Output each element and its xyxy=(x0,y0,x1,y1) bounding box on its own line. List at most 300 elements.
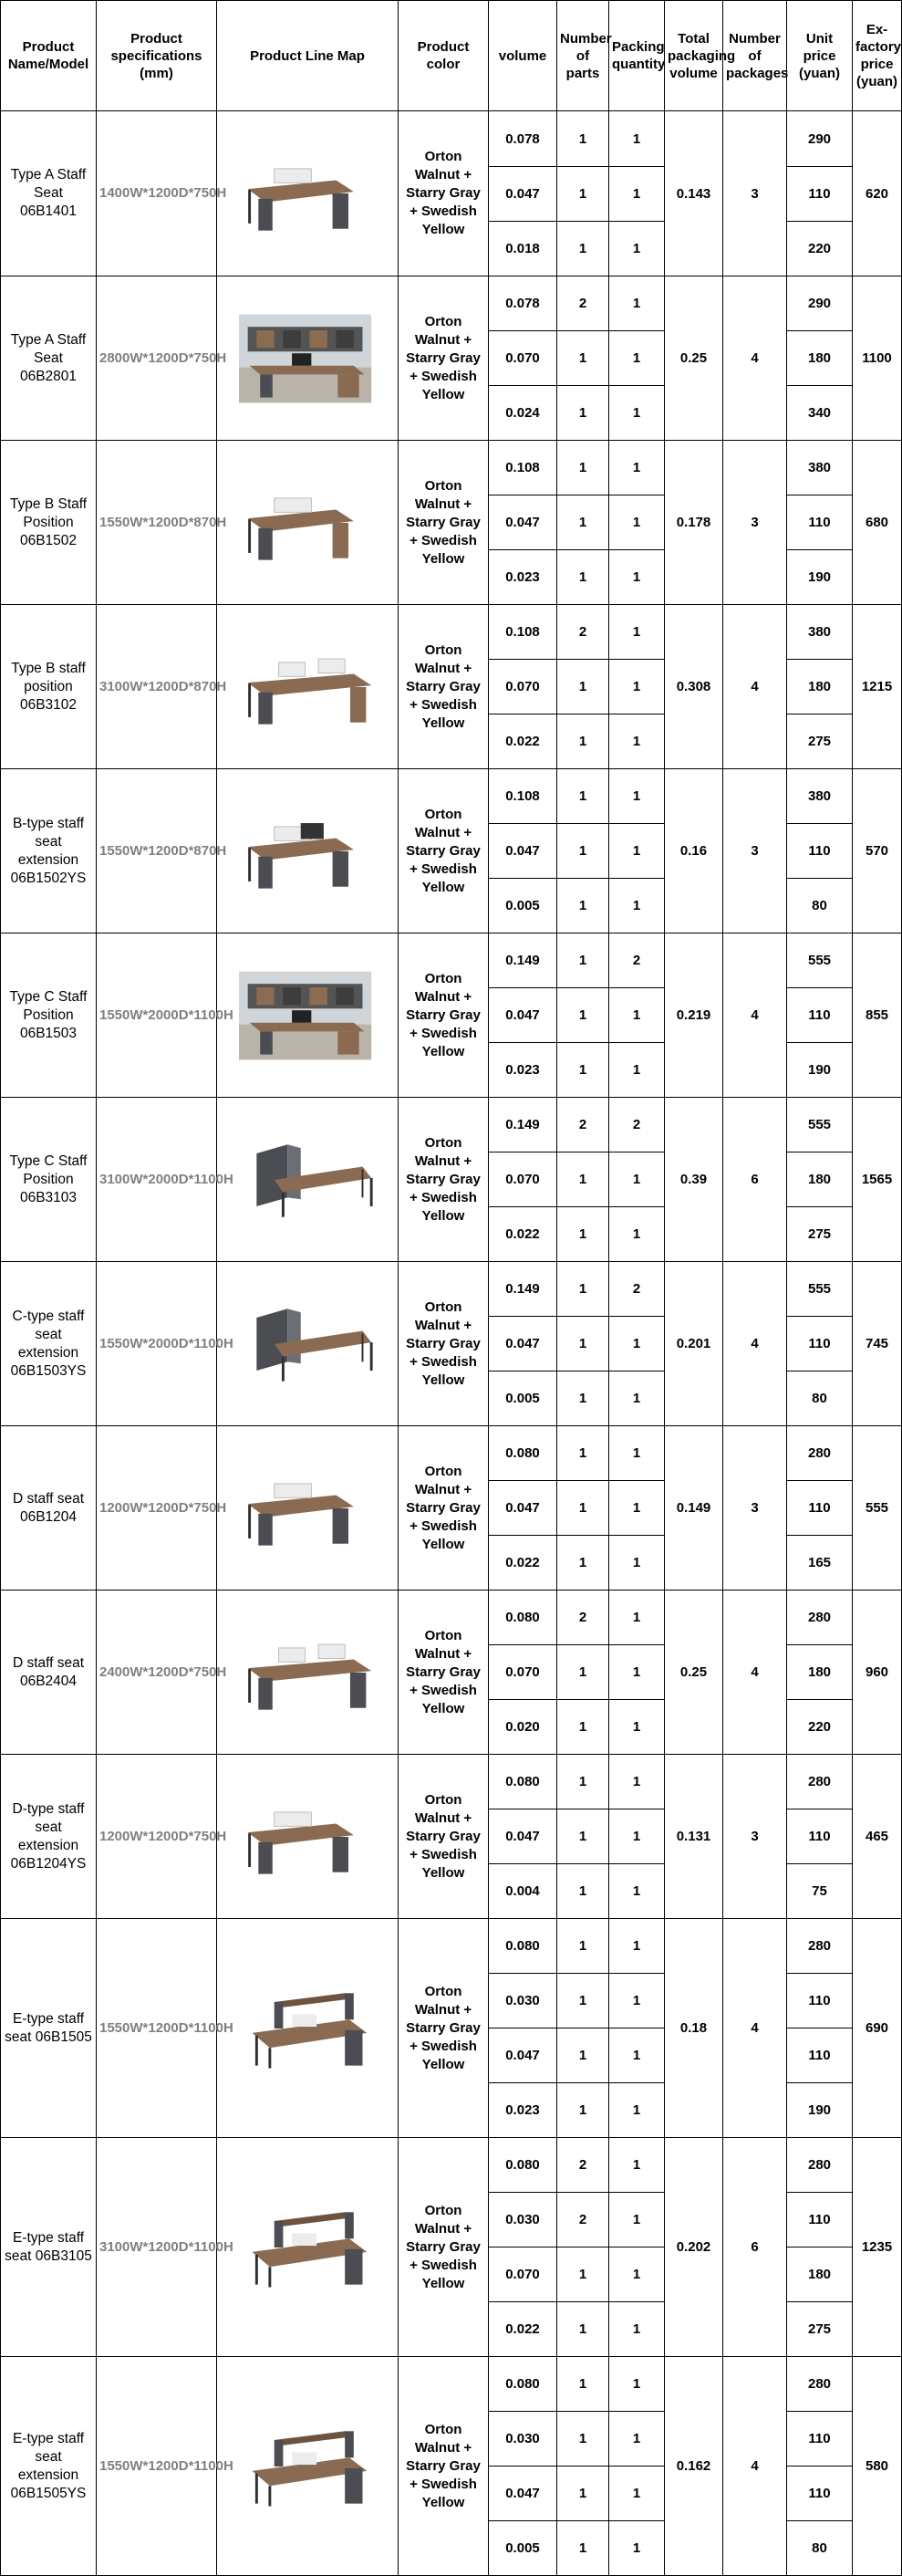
volume-cell: 0.047 xyxy=(489,824,557,879)
packing-cell: 1 xyxy=(609,2138,665,2193)
table-row xyxy=(1,1426,902,1481)
total-volume-cell: 0.131 xyxy=(665,1755,723,1919)
ex-factory-price-cell: 690 xyxy=(853,1919,902,2138)
unit-price-cell: 280 xyxy=(787,1426,853,1481)
parts-cell: 1 xyxy=(557,1317,609,1371)
product-image-cell xyxy=(217,933,399,1098)
packages-cell: 4 xyxy=(723,2357,787,2576)
packing-cell: 1 xyxy=(609,2028,665,2083)
single-desk-cabinet-icon xyxy=(221,477,394,568)
total-volume-cell: 0.25 xyxy=(665,276,723,441)
volume-cell: 0.047 xyxy=(489,2028,557,2083)
table-row xyxy=(1,769,902,824)
hutch-desk-icon xyxy=(221,1983,394,2074)
parts-cell: 1 xyxy=(557,2083,609,2138)
parts-cell: 1 xyxy=(557,2466,609,2521)
volume-cell: 0.024 xyxy=(489,386,557,441)
volume-cell: 0.080 xyxy=(489,2138,557,2193)
ex-factory-price-cell: 680 xyxy=(853,441,902,605)
product-spec: 2800W*1200D*750H xyxy=(97,276,217,441)
product-spec: 1200W*1200D*750H xyxy=(97,1755,217,1919)
unit-price-cell: 75 xyxy=(787,1864,853,1919)
product-spec: 3100W*2000D*1100H xyxy=(97,1098,217,1262)
product-image-cell xyxy=(217,1262,399,1426)
extension-desk-screen-icon xyxy=(221,1791,394,1882)
parts-cell: 1 xyxy=(557,769,609,824)
volume-cell: 0.070 xyxy=(489,331,557,386)
tall-cabinet-extension-icon xyxy=(221,1298,394,1390)
product-name: D staff seat 06B2404 xyxy=(1,1590,97,1755)
parts-cell: 1 xyxy=(557,2247,609,2302)
header-parts: Number of parts xyxy=(557,1,609,111)
volume-cell: 0.022 xyxy=(489,714,557,769)
product-color: Orton Walnut + Starry Gray + Swedish Yellow xyxy=(399,933,489,1098)
packages-cell: 6 xyxy=(723,2138,787,2357)
unit-price-cell: 110 xyxy=(787,1809,853,1864)
volume-cell: 0.108 xyxy=(489,605,557,660)
parts-cell: 1 xyxy=(557,1536,609,1590)
total-volume-cell: 0.25 xyxy=(665,1590,723,1755)
volume-cell: 0.030 xyxy=(489,1974,557,2028)
unit-price-cell: 555 xyxy=(787,1098,853,1152)
unit-price-cell: 110 xyxy=(787,1481,853,1536)
product-name: Type B Staff Position 06B1502 xyxy=(1,441,97,605)
packing-cell: 1 xyxy=(609,1864,665,1919)
unit-price-cell: 165 xyxy=(787,1536,853,1590)
product-color: Orton Walnut + Starry Gray + Swedish Yellow xyxy=(399,769,489,933)
volume-cell: 0.080 xyxy=(489,1919,557,1974)
unit-price-cell: 190 xyxy=(787,550,853,605)
parts-cell: 1 xyxy=(557,1043,609,1098)
packing-cell: 1 xyxy=(609,769,665,824)
total-volume-cell: 0.16 xyxy=(665,769,723,933)
volume-cell: 0.047 xyxy=(489,2466,557,2521)
unit-price-cell: 290 xyxy=(787,276,853,331)
table-row xyxy=(1,605,902,660)
product-image-cell xyxy=(217,1590,399,1755)
volume-cell: 0.080 xyxy=(489,2357,557,2412)
unit-price-cell: 80 xyxy=(787,1371,853,1426)
unit-price-cell: 110 xyxy=(787,2466,853,2521)
packing-cell: 1 xyxy=(609,1809,665,1864)
single-desk-screen-icon xyxy=(221,148,394,239)
packing-cell: 1 xyxy=(609,2193,665,2247)
packing-cell: 1 xyxy=(609,2357,665,2412)
product-color: Orton Walnut + Starry Gray + Swedish Yellow xyxy=(399,2138,489,2357)
hutch-extension-icon xyxy=(221,2421,394,2512)
packing-cell: 2 xyxy=(609,933,665,988)
parts-cell: 1 xyxy=(557,495,609,550)
volume-cell: 0.047 xyxy=(489,988,557,1043)
total-volume-cell: 0.178 xyxy=(665,441,723,605)
packages-cell: 3 xyxy=(723,111,787,276)
unit-price-cell: 190 xyxy=(787,2083,853,2138)
parts-cell: 1 xyxy=(557,167,609,222)
product-name: E-type staff seat 06B1505 xyxy=(1,1919,97,2138)
table-row xyxy=(1,276,902,331)
product-spec: 3100W*1200D*870H xyxy=(97,605,217,769)
packing-cell: 1 xyxy=(609,879,665,933)
unit-price-cell: 220 xyxy=(787,1700,853,1755)
packing-cell: 1 xyxy=(609,386,665,441)
product-name: Type C Staff Position 06B1503 xyxy=(1,933,97,1098)
table-row xyxy=(1,933,902,988)
volume-cell: 0.047 xyxy=(489,167,557,222)
unit-price-cell: 180 xyxy=(787,1152,853,1207)
product-spec: 1550W*1200D*1100H xyxy=(97,1919,217,2138)
parts-cell: 1 xyxy=(557,1809,609,1864)
packing-cell: 1 xyxy=(609,1152,665,1207)
packing-cell: 1 xyxy=(609,111,665,167)
parts-cell: 1 xyxy=(557,824,609,879)
volume-cell: 0.004 xyxy=(489,1864,557,1919)
office-photo-icon xyxy=(221,970,394,1061)
double-desk-cabinet-icon xyxy=(221,641,394,733)
packing-cell: 1 xyxy=(609,1536,665,1590)
unit-price-cell: 280 xyxy=(787,1755,853,1809)
table-row xyxy=(1,1262,902,1317)
unit-price-cell: 275 xyxy=(787,2302,853,2357)
packing-cell: 1 xyxy=(609,2247,665,2302)
total-volume-cell: 0.143 xyxy=(665,111,723,276)
header-unit: Unit price (yuan) xyxy=(787,1,853,111)
header-spec: Product specifications (mm) xyxy=(97,1,217,111)
unit-price-cell: 110 xyxy=(787,2412,853,2466)
packing-cell: 1 xyxy=(609,222,665,276)
packing-cell: 2 xyxy=(609,1262,665,1317)
unit-price-cell: 280 xyxy=(787,2138,853,2193)
volume-cell: 0.018 xyxy=(489,222,557,276)
packing-cell: 1 xyxy=(609,660,665,714)
packages-cell: 4 xyxy=(723,1262,787,1426)
product-image-cell xyxy=(217,1098,399,1262)
total-volume-cell: 0.308 xyxy=(665,605,723,769)
parts-cell: 1 xyxy=(557,441,609,495)
packages-cell: 6 xyxy=(723,1098,787,1262)
unit-price-cell: 190 xyxy=(787,1043,853,1098)
packing-cell: 1 xyxy=(609,167,665,222)
header-name: Product Name/Model xyxy=(1,1,97,111)
packing-cell: 1 xyxy=(609,1700,665,1755)
parts-cell: 1 xyxy=(557,2302,609,2357)
product-image-cell xyxy=(217,1919,399,2138)
parts-cell: 2 xyxy=(557,1590,609,1645)
ex-factory-price-cell: 555 xyxy=(853,1426,902,1590)
volume-cell: 0.080 xyxy=(489,1755,557,1809)
parts-cell: 1 xyxy=(557,879,609,933)
header-packing: Packing quantity xyxy=(609,1,665,111)
parts-cell: 1 xyxy=(557,1426,609,1481)
unit-price-cell: 110 xyxy=(787,824,853,879)
product-name: D-type staff seat extension 06B1204YS xyxy=(1,1755,97,1919)
unit-price-cell: 340 xyxy=(787,386,853,441)
packages-cell: 3 xyxy=(723,441,787,605)
table-row xyxy=(1,441,902,495)
parts-cell: 1 xyxy=(557,1262,609,1317)
parts-cell: 1 xyxy=(557,2521,609,2576)
total-volume-cell: 0.162 xyxy=(665,2357,723,2576)
header-row xyxy=(1,1,902,111)
ex-factory-price-cell: 960 xyxy=(853,1590,902,1755)
office-photo-icon xyxy=(221,313,394,404)
ex-factory-price-cell: 1100 xyxy=(853,276,902,441)
packing-cell: 1 xyxy=(609,1755,665,1809)
total-volume-cell: 0.18 xyxy=(665,1919,723,2138)
unit-price-cell: 80 xyxy=(787,2521,853,2576)
packages-cell: 4 xyxy=(723,1919,787,2138)
product-image-cell xyxy=(217,1755,399,1919)
unit-price-cell: 110 xyxy=(787,167,853,222)
packing-cell: 1 xyxy=(609,1481,665,1536)
volume-cell: 0.023 xyxy=(489,550,557,605)
parts-cell: 1 xyxy=(557,2357,609,2412)
total-volume-cell: 0.149 xyxy=(665,1426,723,1590)
total-volume-cell: 0.219 xyxy=(665,933,723,1098)
extension-desk-monitor-icon xyxy=(221,806,394,897)
ex-factory-price-cell: 620 xyxy=(853,111,902,276)
parts-cell: 1 xyxy=(557,660,609,714)
parts-cell: 1 xyxy=(557,331,609,386)
product-color: Orton Walnut + Starry Gray + Swedish Yellow xyxy=(399,441,489,605)
parts-cell: 2 xyxy=(557,1098,609,1152)
volume-cell: 0.108 xyxy=(489,441,557,495)
product-spec: 1550W*1200D*870H xyxy=(97,441,217,605)
product-spec: 1550W*1200D*1100H xyxy=(97,2357,217,2576)
packing-cell: 1 xyxy=(609,441,665,495)
packages-cell: 3 xyxy=(723,1426,787,1590)
product-color: Orton Walnut + Starry Gray + Swedish Yellow xyxy=(399,1755,489,1919)
product-image-cell xyxy=(217,2138,399,2357)
unit-price-cell: 110 xyxy=(787,2028,853,2083)
volume-cell: 0.023 xyxy=(489,2083,557,2138)
parts-cell: 1 xyxy=(557,111,609,167)
parts-cell: 1 xyxy=(557,1207,609,1262)
packing-cell: 1 xyxy=(609,1043,665,1098)
volume-cell: 0.030 xyxy=(489,2412,557,2466)
product-spec: 1550W*2000D*1100H xyxy=(97,1262,217,1426)
parts-cell: 2 xyxy=(557,2138,609,2193)
packing-cell: 1 xyxy=(609,1317,665,1371)
product-color: Orton Walnut + Starry Gray + Swedish Yellow xyxy=(399,1919,489,2138)
volume-cell: 0.149 xyxy=(489,933,557,988)
table-row xyxy=(1,1755,902,1809)
parts-cell: 1 xyxy=(557,1152,609,1207)
product-color: Orton Walnut + Starry Gray + Swedish Yellow xyxy=(399,276,489,441)
total-volume-cell: 0.202 xyxy=(665,2138,723,2357)
volume-cell: 0.047 xyxy=(489,1317,557,1371)
unit-price-cell: 80 xyxy=(787,879,853,933)
packing-cell: 1 xyxy=(609,1207,665,1262)
parts-cell: 1 xyxy=(557,1919,609,1974)
parts-cell: 1 xyxy=(557,1371,609,1426)
product-name: E-type staff seat extension 06B1505YS xyxy=(1,2357,97,2576)
unit-price-cell: 275 xyxy=(787,1207,853,1262)
unit-price-cell: 180 xyxy=(787,331,853,386)
packing-cell: 1 xyxy=(609,1974,665,2028)
product-name: E-type staff seat 06B3105 xyxy=(1,2138,97,2357)
table-row xyxy=(1,2357,902,2412)
product-spec: 2400W*1200D*750H xyxy=(97,1590,217,1755)
packages-cell: 3 xyxy=(723,1755,787,1919)
product-name: B-type staff seat extension 06B1502YS xyxy=(1,769,97,933)
volume-cell: 0.005 xyxy=(489,2521,557,2576)
volume-cell: 0.078 xyxy=(489,276,557,331)
packing-cell: 1 xyxy=(609,988,665,1043)
volume-cell: 0.047 xyxy=(489,1809,557,1864)
packing-cell: 1 xyxy=(609,2466,665,2521)
volume-cell: 0.022 xyxy=(489,1207,557,1262)
ex-factory-price-cell: 465 xyxy=(853,1755,902,1919)
volume-cell: 0.005 xyxy=(489,1371,557,1426)
unit-price-cell: 180 xyxy=(787,660,853,714)
table-row xyxy=(1,111,902,167)
parts-cell: 1 xyxy=(557,550,609,605)
unit-price-cell: 280 xyxy=(787,1919,853,1974)
table-row xyxy=(1,1590,902,1645)
volume-cell: 0.047 xyxy=(489,495,557,550)
product-spec: 1400W*1200D*750H xyxy=(97,111,217,276)
header-map: Product Line Map xyxy=(217,1,399,111)
product-color: Orton Walnut + Starry Gray + Swedish Yellow xyxy=(399,2357,489,2576)
header-color: Product color xyxy=(399,1,489,111)
packing-cell: 1 xyxy=(609,1371,665,1426)
product-name: Type B staff position 06B3102 xyxy=(1,605,97,769)
header-packages: Number of packages xyxy=(723,1,787,111)
ex-factory-price-cell: 1565 xyxy=(853,1098,902,1262)
volume-cell: 0.070 xyxy=(489,660,557,714)
parts-cell: 1 xyxy=(557,1700,609,1755)
unit-price-cell: 180 xyxy=(787,2247,853,2302)
volume-cell: 0.022 xyxy=(489,1536,557,1590)
parts-cell: 1 xyxy=(557,1864,609,1919)
volume-cell: 0.149 xyxy=(489,1098,557,1152)
ex-factory-price-cell: 570 xyxy=(853,769,902,933)
unit-price-cell: 555 xyxy=(787,1262,853,1317)
unit-price-cell: 110 xyxy=(787,988,853,1043)
total-volume-cell: 0.201 xyxy=(665,1262,723,1426)
packing-cell: 1 xyxy=(609,495,665,550)
product-name: D staff seat 06B1204 xyxy=(1,1426,97,1590)
packing-cell: 1 xyxy=(609,714,665,769)
packages-cell: 4 xyxy=(723,1590,787,1755)
unit-price-cell: 110 xyxy=(787,1317,853,1371)
packing-cell: 1 xyxy=(609,605,665,660)
unit-price-cell: 110 xyxy=(787,495,853,550)
product-color: Orton Walnut + Starry Gray + Swedish Yellow xyxy=(399,1590,489,1755)
packing-cell: 1 xyxy=(609,2412,665,2466)
table-row xyxy=(1,1098,902,1152)
unit-price-cell: 555 xyxy=(787,933,853,988)
volume-cell: 0.070 xyxy=(489,1645,557,1700)
parts-cell: 1 xyxy=(557,1481,609,1536)
product-image-cell xyxy=(217,276,399,441)
product-image-cell xyxy=(217,441,399,605)
ex-factory-price-cell: 745 xyxy=(853,1262,902,1426)
header-volume: volume xyxy=(489,1,557,111)
product-image-cell xyxy=(217,769,399,933)
packing-cell: 1 xyxy=(609,2521,665,2576)
product-name: Type A Staff Seat 06B1401 xyxy=(1,111,97,276)
packing-cell: 1 xyxy=(609,1919,665,1974)
double-hutch-desk-icon xyxy=(221,2202,394,2293)
parts-cell: 2 xyxy=(557,276,609,331)
unit-price-cell: 380 xyxy=(787,769,853,824)
parts-cell: 1 xyxy=(557,2412,609,2466)
packages-cell: 4 xyxy=(723,933,787,1098)
packing-cell: 1 xyxy=(609,824,665,879)
parts-cell: 2 xyxy=(557,2193,609,2247)
product-color: Orton Walnut + Starry Gray + Swedish Yellow xyxy=(399,605,489,769)
volume-cell: 0.070 xyxy=(489,2247,557,2302)
volume-cell: 0.070 xyxy=(489,1152,557,1207)
product-image-cell xyxy=(217,1426,399,1590)
product-name: Type C Staff Position 06B3103 xyxy=(1,1098,97,1262)
long-tall-cabinet-desk-icon xyxy=(221,1134,394,1225)
ex-factory-price-cell: 580 xyxy=(853,2357,902,2576)
product-name: C-type staff seat extension 06B1503YS xyxy=(1,1262,97,1426)
product-spec: 1550W*2000D*1100H xyxy=(97,933,217,1098)
parts-cell: 1 xyxy=(557,933,609,988)
volume-cell: 0.023 xyxy=(489,1043,557,1098)
header-ex: Ex-factory price (yuan) xyxy=(853,1,902,111)
unit-price-cell: 380 xyxy=(787,441,853,495)
packing-cell: 1 xyxy=(609,1645,665,1700)
volume-cell: 0.078 xyxy=(489,111,557,167)
packing-cell: 1 xyxy=(609,2083,665,2138)
product-image-cell xyxy=(217,2357,399,2576)
double-desk-screen-icon xyxy=(221,1627,394,1718)
parts-cell: 1 xyxy=(557,222,609,276)
ex-factory-price-cell: 1215 xyxy=(853,605,902,769)
unit-price-cell: 110 xyxy=(787,2193,853,2247)
product-color: Orton Walnut + Starry Gray + Swedish Yellow xyxy=(399,1426,489,1590)
volume-cell: 0.080 xyxy=(489,1426,557,1481)
parts-cell: 1 xyxy=(557,386,609,441)
packing-cell: 1 xyxy=(609,1426,665,1481)
volume-cell: 0.149 xyxy=(489,1262,557,1317)
parts-cell: 1 xyxy=(557,988,609,1043)
packing-cell: 1 xyxy=(609,276,665,331)
parts-cell: 1 xyxy=(557,2028,609,2083)
volume-cell: 0.005 xyxy=(489,879,557,933)
product-name: Type A Staff Seat 06B2801 xyxy=(1,276,97,441)
ex-factory-price-cell: 855 xyxy=(853,933,902,1098)
parts-cell: 1 xyxy=(557,1755,609,1809)
table-row xyxy=(1,2138,902,2193)
parts-cell: 2 xyxy=(557,605,609,660)
ex-factory-price-cell: 1235 xyxy=(853,2138,902,2357)
packages-cell: 4 xyxy=(723,276,787,441)
packing-cell: 1 xyxy=(609,2302,665,2357)
product-color: Orton Walnut + Starry Gray + Swedish Yellow xyxy=(399,1262,489,1426)
table-row xyxy=(1,1919,902,1974)
parts-cell: 1 xyxy=(557,714,609,769)
packages-cell: 4 xyxy=(723,605,787,769)
header-total: Total packaging volume xyxy=(665,1,723,111)
unit-price-cell: 280 xyxy=(787,2357,853,2412)
volume-cell: 0.080 xyxy=(489,1590,557,1645)
product-spec: 1550W*1200D*870H xyxy=(97,769,217,933)
volume-cell: 0.108 xyxy=(489,769,557,824)
unit-price-cell: 290 xyxy=(787,111,853,167)
packing-cell: 1 xyxy=(609,1590,665,1645)
product-color: Orton Walnut + Starry Gray + Swedish Yellow xyxy=(399,1098,489,1262)
single-desk-screen-icon xyxy=(221,1463,394,1554)
product-image-cell xyxy=(217,111,399,276)
total-volume-cell: 0.39 xyxy=(665,1098,723,1262)
unit-price-cell: 180 xyxy=(787,1645,853,1700)
packages-cell: 3 xyxy=(723,769,787,933)
